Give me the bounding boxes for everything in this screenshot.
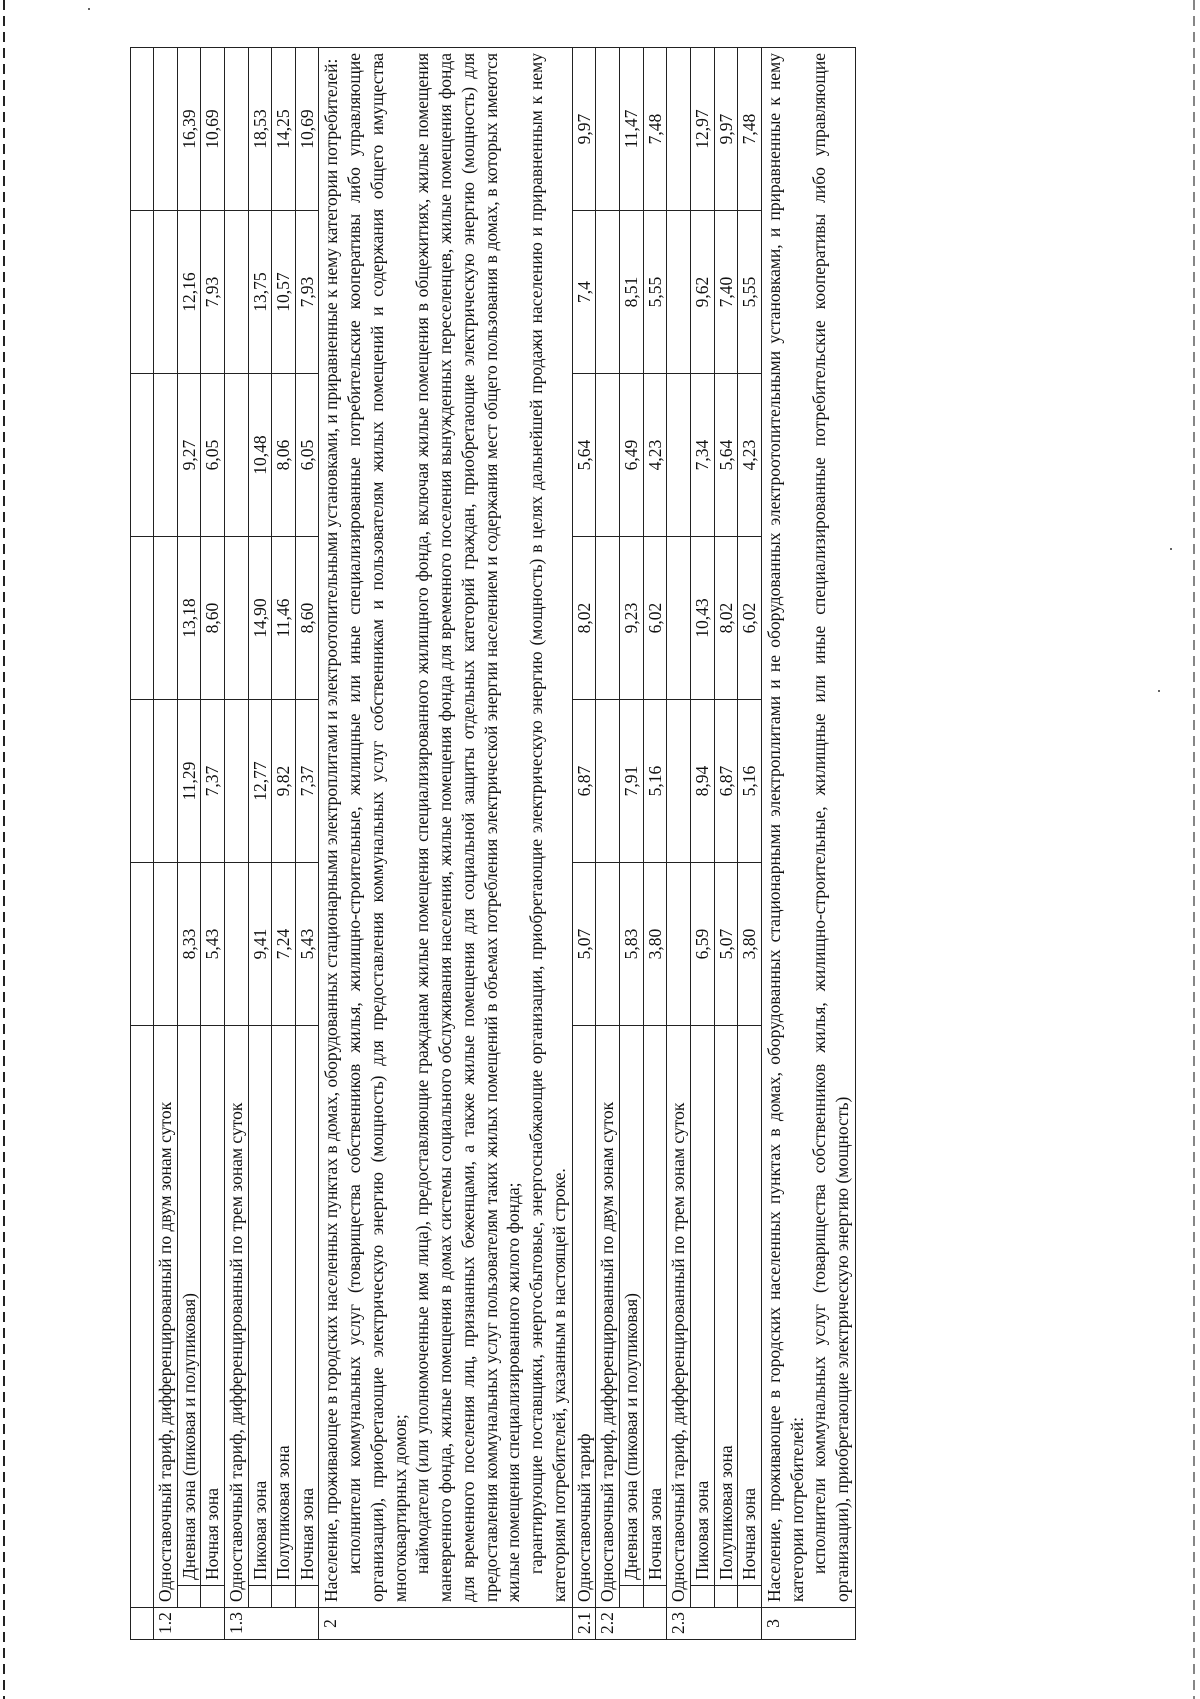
tariff-label: Одноставочный тариф bbox=[572, 1026, 596, 1608]
tariff-value: 9,82 bbox=[272, 700, 296, 863]
tariff-value bbox=[667, 48, 691, 211]
tariff-value: 9,23 bbox=[620, 537, 644, 700]
description-paragraph: наймодатели (или уполномоченные имя лица), предоставляющие гражданам жилые помещения специализированного жилищного фонда, включая жилые помещения в общежитиях, жилые помещения маневренного фонда, жилые помещения в домах системы социального обслуживания населения, жилые помещения фонда для временного поселения вынужденных переселенцев, жилые помещения фонда для временного поселения лиц, признанных беженцами, а также жилые помещения для социальной защиты отдельных категорий граждан, приобретающие электрическую энергию (мощность) для предоставления коммунальных услуг пользователям таких жилых помещений в объемах потребления электрической энергии населением и содержания мест общего пользования в домах, в которых имеются жилые помещения специализированного жилого фонда; bbox=[412, 53, 524, 1602]
tariff-value: 8,51 bbox=[620, 211, 644, 374]
tariff-value: 3,80 bbox=[643, 863, 667, 1026]
tariff-value bbox=[667, 537, 691, 700]
indent-cell bbox=[620, 1586, 644, 1608]
tariff-value: 7,91 bbox=[620, 700, 644, 863]
tariff-value: 13,75 bbox=[248, 211, 272, 374]
header-cell bbox=[131, 700, 154, 863]
tariff-value: 5,64 bbox=[572, 374, 596, 537]
tariff-value: 11,46 bbox=[272, 537, 296, 700]
table-row bbox=[667, 48, 691, 1640]
table-row bbox=[295, 48, 319, 1640]
tariff-value bbox=[596, 48, 620, 211]
tariff-label: Одноставочный тариф, дифференцированный по трем зонам суток bbox=[224, 1026, 248, 1608]
tariff-value: 6,59 bbox=[690, 863, 714, 1026]
tariff-value: 4,23 bbox=[643, 374, 667, 537]
tariff-value bbox=[596, 863, 620, 1026]
table-row bbox=[596, 48, 620, 1640]
category-row bbox=[761, 48, 855, 1640]
tariff-value: 9,97 bbox=[714, 48, 738, 211]
tariff-table-body bbox=[131, 48, 856, 1640]
table-row bbox=[620, 48, 644, 1640]
indent-cell bbox=[690, 1586, 714, 1608]
zone-label: Ночная зона bbox=[738, 1026, 762, 1586]
table-header-row bbox=[131, 48, 154, 1640]
tariff-value: 10,69 bbox=[295, 48, 319, 211]
row-number: 2.3 bbox=[667, 1608, 762, 1640]
tariff-value: 10,48 bbox=[248, 374, 272, 537]
tariff-value: 9,41 bbox=[248, 863, 272, 1026]
tariff-value bbox=[224, 700, 248, 863]
table-row bbox=[154, 48, 178, 1640]
tariff-value: 5,83 bbox=[620, 863, 644, 1026]
tariff-value: 8,02 bbox=[572, 537, 596, 700]
tariff-value: 8,60 bbox=[201, 537, 225, 700]
header-cell bbox=[131, 863, 154, 1026]
zone-label: Пиковая зона bbox=[248, 1026, 272, 1586]
scan-edge-right bbox=[1193, 0, 1195, 1699]
tariff-value: 9,27 bbox=[177, 374, 201, 537]
tariff-value: 7,24 bbox=[272, 863, 296, 1026]
tariff-value: 5,43 bbox=[295, 863, 319, 1026]
tariff-value: 6,87 bbox=[714, 700, 738, 863]
tariff-value bbox=[596, 211, 620, 374]
tariff-value: 10,43 bbox=[690, 537, 714, 700]
tariff-value: 5,55 bbox=[643, 211, 667, 374]
tariff-label: Одноставочный тариф, дифференцированный по двум зонам суток bbox=[154, 1026, 178, 1608]
indent-cell bbox=[738, 1586, 762, 1608]
tariff-value: 13,18 bbox=[177, 537, 201, 700]
tariff-value bbox=[596, 700, 620, 863]
row-number: 2 bbox=[319, 1608, 572, 1640]
tariff-value: 5,43 bbox=[201, 863, 225, 1026]
tariff-value bbox=[224, 211, 248, 374]
table-row bbox=[643, 48, 667, 1640]
description-paragraph: Население, проживающее в городских населенных пунктах в домах, оборудованных стационарными электроплитами и электроотопительными установками, и приравненные к нему категории потребителей: bbox=[321, 58, 342, 1602]
indent-cell bbox=[272, 1586, 296, 1608]
table-row bbox=[738, 48, 762, 1640]
tariff-value: 18,53 bbox=[248, 48, 272, 211]
header-cell bbox=[131, 211, 154, 374]
table-row bbox=[248, 48, 272, 1640]
tariff-value: 7,93 bbox=[201, 211, 225, 374]
zone-label: Дневная зона (пиковая и полупиковая) bbox=[620, 1026, 644, 1586]
zone-label: Ночная зона bbox=[643, 1026, 667, 1586]
tariff-value: 7,40 bbox=[714, 211, 738, 374]
table-row bbox=[572, 48, 596, 1640]
row-number: 1.2 bbox=[154, 1608, 225, 1640]
tariff-value: 7,93 bbox=[295, 211, 319, 374]
tariff-value: 16,39 bbox=[177, 48, 201, 211]
tariff-value: 5,55 bbox=[738, 211, 762, 374]
tariff-value: 14,90 bbox=[248, 537, 272, 700]
table-row bbox=[714, 48, 738, 1640]
tariff-value: 10,57 bbox=[272, 211, 296, 374]
tariff-value: 11,29 bbox=[177, 700, 201, 863]
tariff-value: 12,16 bbox=[177, 211, 201, 374]
tariff-value: 6,05 bbox=[295, 374, 319, 537]
tariff-value: 6,02 bbox=[643, 537, 667, 700]
tariff-value: 5,07 bbox=[572, 863, 596, 1026]
tariff-value: 4,23 bbox=[738, 374, 762, 537]
tariff-value: 5,16 bbox=[643, 700, 667, 863]
tariff-value: 6,87 bbox=[572, 700, 596, 863]
tariff-value: 11,47 bbox=[620, 48, 644, 211]
tariff-value: 6,49 bbox=[620, 374, 644, 537]
category-row bbox=[319, 48, 572, 1640]
indent-cell bbox=[201, 1586, 225, 1608]
tariff-value: 9,62 bbox=[690, 211, 714, 374]
rotated-document-page bbox=[130, 50, 1190, 1640]
tariff-value bbox=[224, 374, 248, 537]
tariff-table bbox=[130, 47, 856, 1640]
tariff-value: 7,34 bbox=[690, 374, 714, 537]
row-number: 1.3 bbox=[224, 1608, 319, 1640]
tariff-value: 5,07 bbox=[714, 863, 738, 1026]
table-row bbox=[224, 48, 248, 1640]
tariff-value: 8,60 bbox=[295, 537, 319, 700]
tariff-value bbox=[154, 48, 178, 211]
tariff-value: 8,33 bbox=[177, 863, 201, 1026]
zone-label: Ночная зона bbox=[295, 1026, 319, 1586]
tariff-label: Одноставочный тариф, дифференцированный по трем зонам суток bbox=[667, 1026, 691, 1608]
tariff-value: 7,48 bbox=[738, 48, 762, 211]
tariff-value bbox=[154, 863, 178, 1026]
description-paragraph: Население, проживающее в городских населенных пунктах в домах, оборудованных стационарными электроплитами и не оборудованных электроотопительными установками, и приравненные к нему категории потребителей: bbox=[763, 53, 807, 1602]
zone-label: Пиковая зона bbox=[690, 1026, 714, 1586]
tariff-value: 9,97 bbox=[572, 48, 596, 211]
tariff-value: 7,37 bbox=[201, 700, 225, 863]
tariff-value bbox=[224, 537, 248, 700]
tariff-value: 8,94 bbox=[690, 700, 714, 863]
table-row bbox=[690, 48, 714, 1640]
category-description bbox=[319, 48, 572, 1608]
row-number: 2.2 bbox=[596, 1608, 667, 1640]
tariff-value: 10,69 bbox=[201, 48, 225, 211]
description-paragraph: исполнители коммунальных услуг (товарищества собственников жилья, жилищно-строительные, жилищные или иные специализированные потребительские кооперативы либо управляющие организации), приобретающие электрическую энергию (мощность) bbox=[809, 53, 853, 1602]
tariff-value bbox=[596, 374, 620, 537]
header-cell bbox=[131, 1026, 154, 1608]
header-cell bbox=[131, 537, 154, 700]
tariff-value bbox=[154, 374, 178, 537]
scan-edge-left bbox=[3, 0, 5, 1699]
tariff-value bbox=[667, 863, 691, 1026]
indent-cell bbox=[643, 1586, 667, 1608]
tariff-value: 7,4 bbox=[572, 211, 596, 374]
tariff-value: 8,06 bbox=[272, 374, 296, 537]
zone-label: Ночная зона bbox=[201, 1026, 225, 1586]
tariff-value: 14,25 bbox=[272, 48, 296, 211]
tariff-value bbox=[224, 863, 248, 1026]
indent-cell bbox=[177, 1586, 201, 1608]
tariff-value: 6,02 bbox=[738, 537, 762, 700]
tariff-value: 12,77 bbox=[248, 700, 272, 863]
tariff-value bbox=[667, 211, 691, 374]
description-paragraph: гарантирующие поставщики, энергосбытовые, энергоснабжающие организации, приобретающие электрическую энергию (мощность) в целях дальнейшей продажи населению и приравненным к нему категориям потребителей, указанным в настоящей строке. bbox=[526, 53, 569, 1602]
tariff-value bbox=[667, 700, 691, 863]
table-row bbox=[272, 48, 296, 1640]
tariff-label: Одноставочный тариф, дифференцированный по двум зонам суток bbox=[596, 1026, 620, 1608]
tariff-value: 7,37 bbox=[295, 700, 319, 863]
scan-speck bbox=[88, 8, 90, 10]
row-number: 3 bbox=[761, 1608, 855, 1640]
zone-label: Дневная зона (пиковая и полупиковая) bbox=[177, 1026, 201, 1586]
indent-cell bbox=[248, 1586, 272, 1608]
indent-cell bbox=[714, 1586, 738, 1608]
tariff-value: 5,64 bbox=[714, 374, 738, 537]
tariff-value: 8,02 bbox=[714, 537, 738, 700]
tariff-value bbox=[667, 374, 691, 537]
tariff-value bbox=[154, 537, 178, 700]
tariff-value: 12,97 bbox=[690, 48, 714, 211]
category-description bbox=[761, 48, 855, 1608]
header-cell bbox=[131, 374, 154, 537]
zone-label: Полупиковая зона bbox=[714, 1026, 738, 1586]
table-row bbox=[177, 48, 201, 1640]
zone-label: Полупиковая зона bbox=[272, 1026, 296, 1586]
header-cell bbox=[131, 48, 154, 211]
indent-cell bbox=[295, 1586, 319, 1608]
tariff-value: 6,05 bbox=[201, 374, 225, 537]
tariff-value bbox=[596, 537, 620, 700]
tariff-value: 7,48 bbox=[643, 48, 667, 211]
tariff-value bbox=[154, 211, 178, 374]
row-number: 2.1 bbox=[572, 1608, 596, 1640]
tariff-value bbox=[224, 48, 248, 211]
description-paragraph: исполнители коммунальных услуг (товарищества собственников жилья, жилищно-строительные, жилищные или иные специализированные потребительские кооперативы либо управляющие организации), приобретающие электрическую энергию (мощность) для предоставления коммунальных услуг собственникам и пользователям жилых помещений и содержания общего имущества многоквартирных домов; bbox=[344, 53, 410, 1602]
tariff-value bbox=[154, 700, 178, 863]
header-cell bbox=[131, 1608, 154, 1640]
tariff-value: 5,16 bbox=[738, 700, 762, 863]
tariff-value: 3,80 bbox=[738, 863, 762, 1026]
table-row bbox=[201, 48, 225, 1640]
